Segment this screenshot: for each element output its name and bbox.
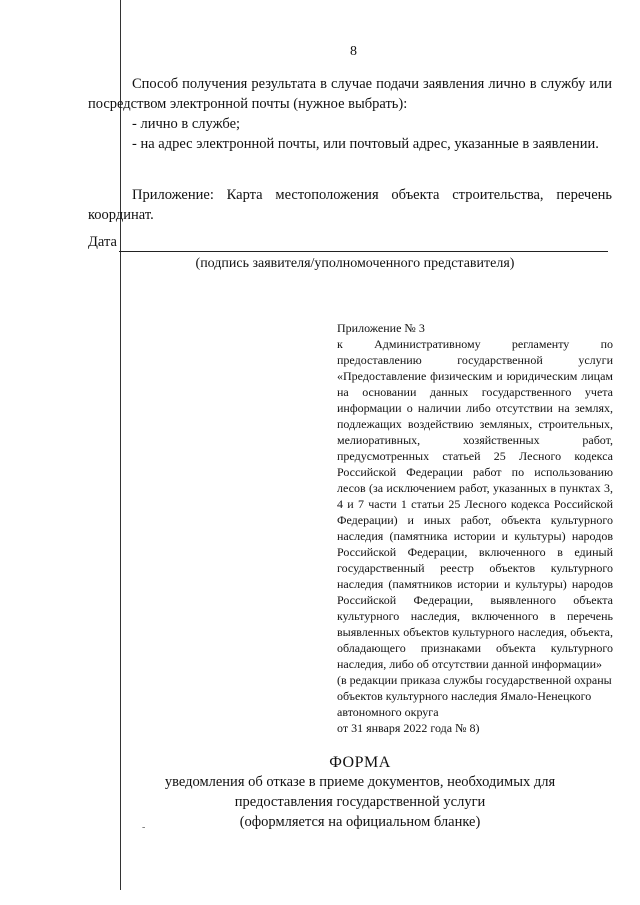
option-in-person: - лично в службе; [132, 116, 241, 132]
form-subtitle [120, 772, 600, 832]
form-subtitle-line2: предоставления государственной услуги [234, 794, 486, 810]
date-signature-line [119, 237, 608, 252]
delivery-method-section [88, 74, 612, 154]
date-field [88, 232, 608, 252]
attachment-text: Приложение: Карта местоположения объекта строительства, перечень координат. [88, 187, 612, 223]
form-subtitle-line1: уведомления об отказе в приеме документов, необходимых для [164, 774, 556, 790]
annex-title: Приложение № 3 [337, 321, 425, 335]
annex-edition-note: (в редакции приказа службы государственной охраны объектов культурного наследия Ямало-Ненецкого автономного округа [337, 673, 612, 719]
form-subtitle-line3: (оформляется на официальном бланке) [239, 814, 481, 830]
footer-mark: - [142, 822, 146, 833]
form-title: ФОРМА [329, 754, 391, 771]
page-number: 8 [350, 44, 357, 59]
annex-header [337, 320, 613, 736]
delivery-method-text: Способ получения результата в случае подачи заявления лично в службу или посредством электронной почты (нужное выбрать): [88, 76, 612, 112]
signature-caption: (подпись заявителя/уполномоченного представителя) [195, 256, 515, 271]
annex-edition-date: от 31 января 2022 года № 8) [337, 721, 480, 735]
option-email-post: - на адрес электронной почты, или почтовый адрес, указанные в заявлении. [132, 136, 599, 152]
date-label: Дата [88, 234, 117, 250]
annex-body: к Административному регламенту по предоставлению государственной услуги «Предоставление физическим и юридическим лицам на основании данных государственного учета информации о наличии либо отсутствии на землях, подлежащих воздействию земляных, строительных, мелиоративных, хозяйственных работ, предусмотренных статьей 25 Лесного кодекса Российской Федерации работ по использованию лесов (за исключением работ, указанных в пунктах 3, 4 и 7 части 1 статьи 25 Лесного кодекса Российской Федерации) и иных работ, объекта культурного наследия (памятника истории и культуры) народов Российской Федерации, включенного в единый государственный реестр объектов культурного наследия (памятников истории и культуры) народов Российской Федерации, выявленного объекта культурного наследия, включенного в перечень выявленных объектов культурного наследия, объекта, обладающего признаками объекта культурного наследия, либо об отсутствии данной информации» [337, 337, 613, 671]
